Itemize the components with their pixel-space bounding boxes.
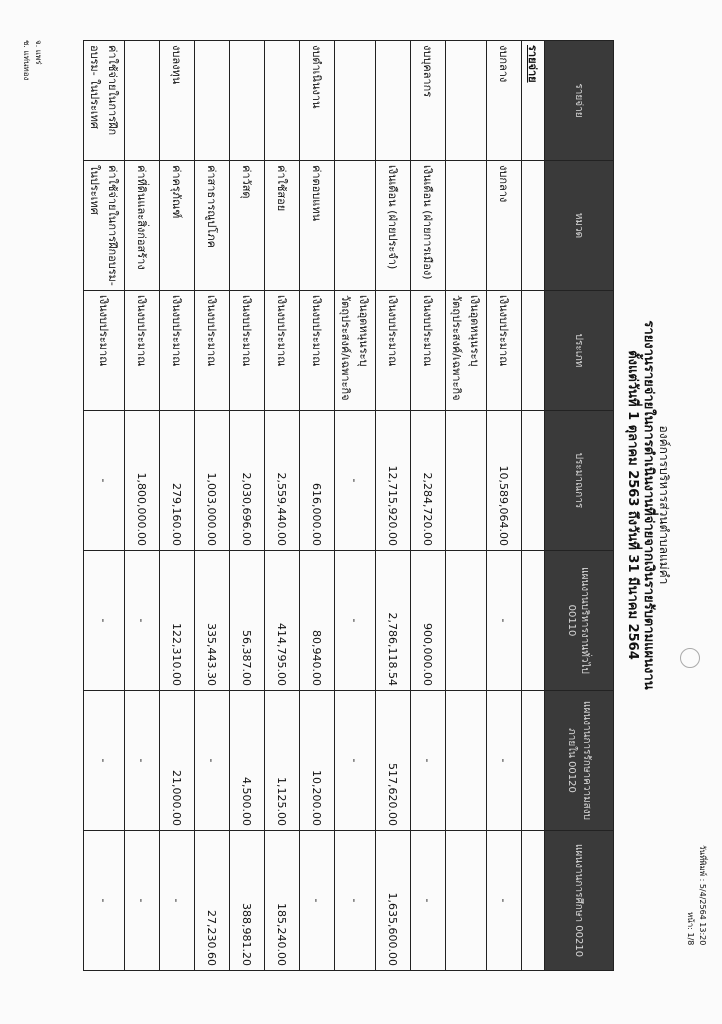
table-cell (335, 41, 376, 161)
table-cell: 4,500.00 (230, 691, 265, 831)
table-cell: 1,635,600.00 (376, 831, 411, 971)
punch-hole-icon (680, 648, 700, 668)
table-cell: 2,559,440.00 (265, 411, 300, 551)
table-cell: - (84, 411, 125, 551)
table-row (125, 41, 160, 971)
report-period: ตั้งแต่วันที่ 1 ตุลาคม 2563 ถึงวันที่ 31 มีนาคม 2564 (625, 350, 640, 660)
table-cell: 1,800,000.00 (125, 411, 160, 551)
table-cell: - (300, 831, 335, 971)
table-cell: 2,284,720.00 (411, 411, 446, 551)
table-cell: 10,200.00 (300, 691, 335, 831)
table-cell: 122,310.00 (160, 551, 195, 691)
table-cell: เงินงบประมาณ (195, 291, 230, 411)
table-cell: เงินงบประมาณ (265, 291, 300, 411)
table-cell: 616,000.00 (300, 411, 335, 551)
table-cell (446, 161, 487, 291)
table-cell (125, 41, 160, 161)
table-cell (446, 691, 487, 831)
table-row (84, 41, 125, 971)
table-cell: - (335, 831, 376, 971)
table-cell: 414,795.00 (265, 551, 300, 691)
table-cell: 517,620.00 (376, 691, 411, 831)
table-cell: - (335, 411, 376, 551)
col-header: ประเภท (545, 291, 614, 411)
table-cell: 1,003,000.00 (195, 411, 230, 551)
table-cell (376, 41, 411, 161)
col-header: รายจ่าย (545, 41, 614, 161)
table-cell: 2,786,118.54 (376, 551, 411, 691)
table-cell: ค่าที่ดินและสิ่งก่อสร้าง (125, 161, 160, 291)
table-row (300, 41, 335, 971)
corner-line-2: ช. แท่นทอง (22, 40, 31, 81)
section-row (522, 41, 545, 971)
table-cell: 1,125.00 (265, 691, 300, 831)
table-cell (335, 161, 376, 291)
table-cell: ค่าวัสดุ (230, 161, 265, 291)
table-cell: - (411, 691, 446, 831)
table-cell: เงินงบประมาณ (300, 291, 335, 411)
table-cell: เงินเดือน (ฝ่ายประจำ) (376, 161, 411, 291)
table-cell: - (195, 691, 230, 831)
table-cell: งบบุคลากร (411, 41, 446, 161)
table-cell: เงินงบประมาณ (230, 291, 265, 411)
table-cell: เงินอุดหนุนระบุวัตถุประสงค์/เฉพาะกิจ (446, 291, 487, 411)
corner-note (4, 40, 44, 150)
col-header: ประมาณการ (545, 411, 614, 551)
table-cell: 80,940.00 (300, 551, 335, 691)
table-cell: เงินงบประมาณ (487, 291, 522, 411)
col-header: แผนงานการรักษาความสงบภายใน 00120 (545, 691, 614, 831)
table-row (335, 41, 376, 971)
table-cell: เงินเดือน (ฝ่ายการเมือง) (411, 161, 446, 291)
table-cell: งบกลาง (487, 161, 522, 291)
table-cell: 2,030,696.00 (230, 411, 265, 551)
table-cell: - (487, 831, 522, 971)
table-cell (446, 41, 487, 161)
table-cell: ค่าใช้จ่ายในการฝึกอบรม- ในประเทศ (84, 161, 125, 291)
org-name: องค์การบริหารส่วนตำบลแม่คำ (657, 425, 671, 585)
table-row (446, 41, 487, 971)
table-cell: ค่าใช้สอย (265, 161, 300, 291)
expense-table (83, 40, 614, 971)
table-row (411, 41, 446, 971)
section-label: รายจ่าย (522, 41, 545, 161)
table-cell: ค่าครุภัณฑ์ (160, 161, 195, 291)
table-cell (446, 551, 487, 691)
table-cell: 900,000.00 (411, 551, 446, 691)
table-cell (446, 411, 487, 551)
table-cell: - (125, 691, 160, 831)
table-row (230, 41, 265, 971)
col-header: แผนงานการศึกษา 00210 (545, 831, 614, 971)
table-cell: เงินงบประมาณ (376, 291, 411, 411)
table-row (265, 41, 300, 971)
table-cell (446, 831, 487, 971)
table-cell: 388,981.20 (230, 831, 265, 971)
table-cell: - (335, 691, 376, 831)
table-cell: - (84, 551, 125, 691)
table-cell: งบลงทุน (160, 41, 195, 161)
table-cell: งบกลาง (487, 41, 522, 161)
report-title: รายงานรายจ่ายในการดำเนินงานที่จ่ายจากเงินรายรับตามแผนงาน (641, 320, 656, 690)
table-cell: เงินงบประมาณ (84, 291, 125, 411)
table-row (195, 41, 230, 971)
print-info (684, 845, 708, 945)
table-cell: 12,715,920.00 (376, 411, 411, 551)
table-cell (195, 41, 230, 161)
table-cell: - (125, 831, 160, 971)
table-cell: - (487, 691, 522, 831)
table-cell (230, 41, 265, 161)
table-cell: ค่าใช้จ่ายในการฝึกอบรม- ในประเทศ (84, 41, 125, 161)
page-number: หน้า: 1/8 (686, 912, 695, 946)
table-cell: - (84, 831, 125, 971)
table-row (376, 41, 411, 971)
table-cell: - (84, 691, 125, 831)
table-cell: เงินอุดหนุนระบุวัตถุประสงค์/เฉพาะกิจ (335, 291, 376, 411)
table-cell: - (160, 831, 195, 971)
table-cell: เงินงบประมาณ (160, 291, 195, 411)
corner-line-1: จ. แพร่ (34, 40, 43, 65)
table-cell: งบดำเนินงาน (300, 41, 335, 161)
table-cell: 335,443.30 (195, 551, 230, 691)
table-cell: 21,000.00 (160, 691, 195, 831)
table-cell: ค่าสาธารณูปโภค (195, 161, 230, 291)
table-cell: ค่าตอบแทน (300, 161, 335, 291)
print-date: วันที่พิมพ์ : 5/4/2564 13:20 (698, 845, 707, 946)
table-cell: 56,387.00 (230, 551, 265, 691)
rotated-report (88, 40, 672, 970)
table-cell: 185,240.00 (265, 831, 300, 971)
table-cell: 279,160.00 (160, 411, 195, 551)
table-cell: เงินงบประมาณ (125, 291, 160, 411)
report-titles (624, 40, 672, 970)
table-header-row (545, 41, 614, 971)
table-row (160, 41, 195, 971)
table-cell: - (487, 551, 522, 691)
table-cell: เงินงบประมาณ (411, 291, 446, 411)
table-cell: - (411, 831, 446, 971)
table-cell: 27,230.60 (195, 831, 230, 971)
col-header: แผนงานบริหารงานทั่วไป 00110 (545, 551, 614, 691)
table-cell: - (125, 551, 160, 691)
table-cell (265, 41, 300, 161)
col-header: หมวด (545, 161, 614, 291)
table-cell: - (335, 551, 376, 691)
table-row (487, 41, 522, 971)
table-cell: 10,589,064.00 (487, 411, 522, 551)
